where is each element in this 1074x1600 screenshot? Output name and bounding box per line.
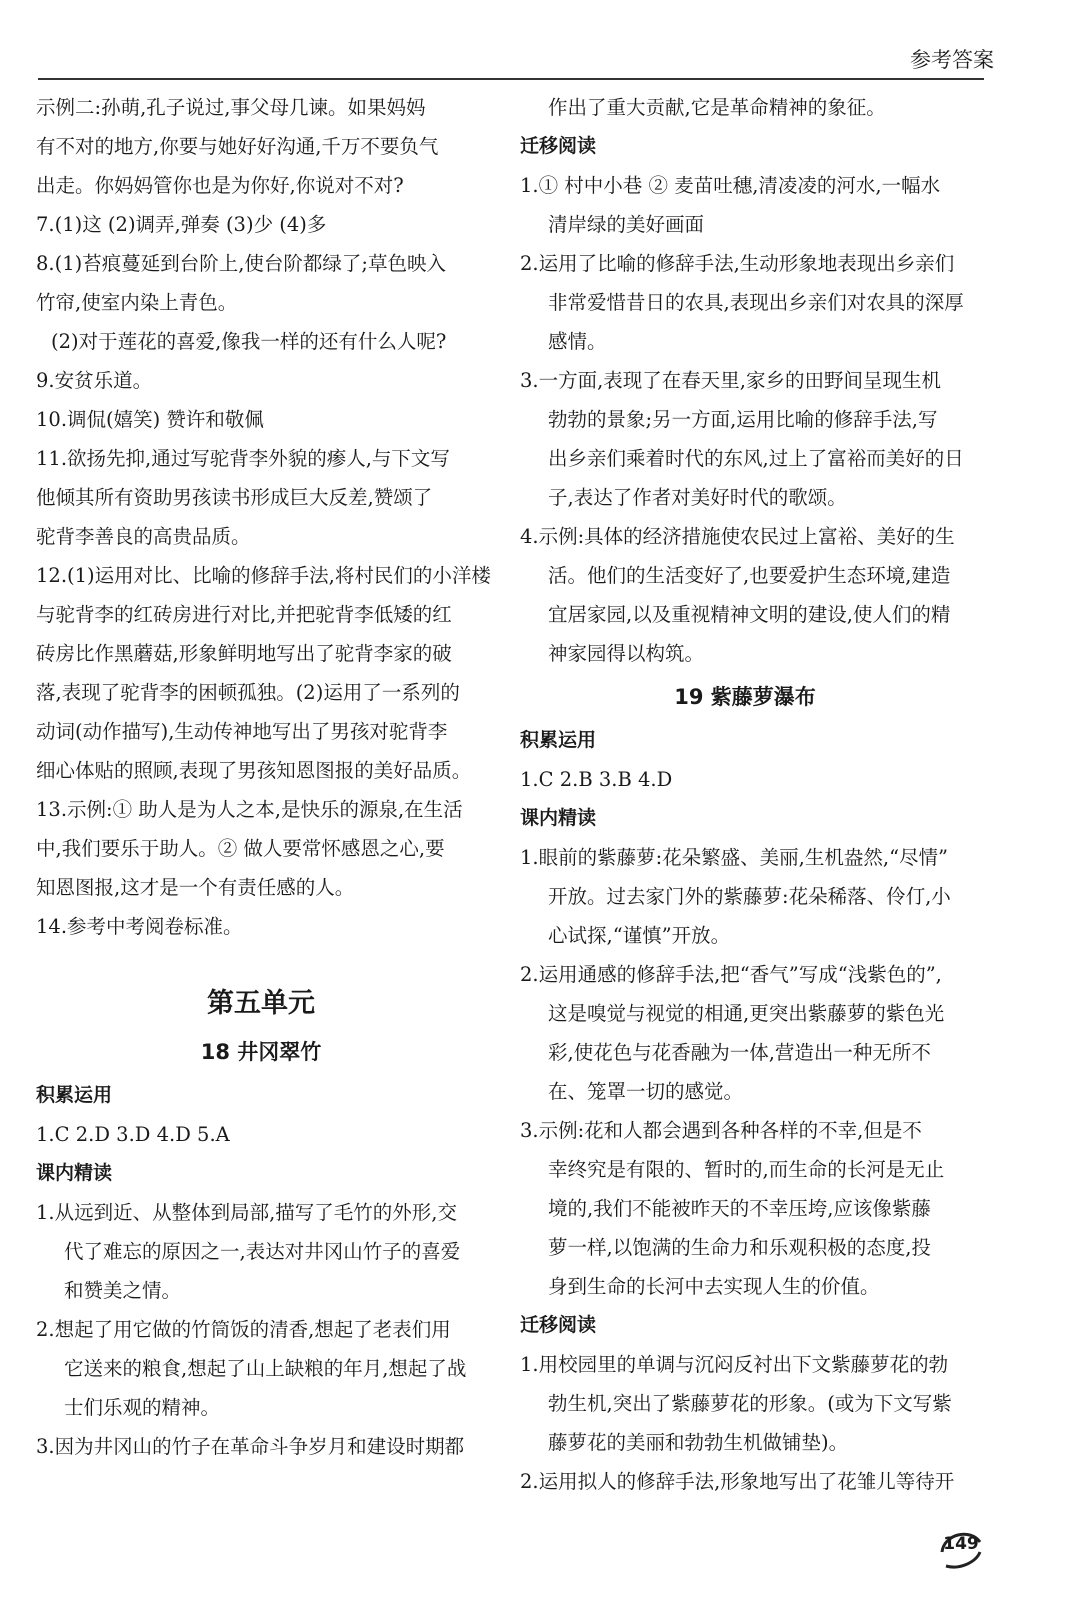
answer-line: 1.从远到近、从整体到局部,描写了毛竹的外形,交 (36, 1201, 458, 1224)
answer-line: 彩,使花色与花香融为一体,营造出一种无所不 (548, 1041, 931, 1064)
answer-line: 3.一方面,表现了在春天里,家乡的田野间呈现生机 (520, 369, 942, 392)
section-heading: 积累运用 (36, 1084, 113, 1106)
answer-line: 作出了重大贡献,它是革命精神的象征。 (548, 96, 886, 119)
answer-line: 幸终究是有限的、暂时的,而生命的长河是无止 (548, 1158, 945, 1181)
answer-line: 1.眼前的紫藤萝:花朵繁盛、美丽,生机盎然,“尽情” (520, 846, 949, 869)
answer-line: 11.欲扬先抑,通过写驼背李外貌的瘆人,与下文写 (36, 447, 450, 470)
answer-line: 10.调侃(嬉笑) 赞许和敬佩 (36, 408, 264, 431)
answer-line: 1.① 村中小巷 ② 麦苗吐穗,清凌凌的河水,一幅水 (520, 174, 941, 197)
spacer (36, 946, 486, 960)
answer-line: 9.安贫乐道。 (36, 369, 153, 392)
section-heading: 课内精读 (36, 1162, 113, 1184)
answer-line: 它送来的粮食,想起了山上缺粮的年月,想起了战 (64, 1357, 467, 1380)
answer-line: 1.用校园里的单调与沉闷反衬出下文紫藤萝花的勃 (520, 1353, 949, 1376)
page-number-badge (936, 1522, 986, 1572)
answer-line: 代了难忘的原因之一,表达对井冈山竹子的喜爱 (64, 1240, 461, 1263)
section-heading: 积累运用 (520, 729, 597, 751)
answer-line: 他倾其所有资助男孩读书形成巨大反差,赞颂了 (36, 486, 433, 509)
answer-line: 出乡亲们乘着时代的东风,过上了富裕而美好的日 (548, 447, 964, 470)
answer-line: 7.(1)这 (2)调弄,弹奏 (3)少 (4)多 (36, 213, 327, 236)
section-heading: 迁移阅读 (520, 135, 597, 157)
answer-line: 1.C 2.D 3.D 4.D 5.A (36, 1123, 230, 1146)
answer-line: 境的,我们不能被昨天的不幸压垮,应该像紫藤 (548, 1197, 931, 1220)
answer-line: 非常爱惜昔日的农具,表现出乡亲们对农具的深厚 (548, 291, 964, 314)
answer-line: 神家园得以构筑。 (548, 642, 705, 665)
answer-line: 子,表达了作者对美好时代的歌颂。 (548, 486, 847, 509)
unit-title: 第五单元 (207, 988, 315, 1019)
answer-line: 萝一样,以饱满的生命力和乐观积极的态度,投 (548, 1236, 931, 1259)
answer-line: 感情。 (548, 330, 607, 353)
left-column (36, 88, 491, 1466)
answer-line: 13.示例:① 助人是为人之本,是快乐的源泉,在生活 (36, 798, 463, 821)
answer-line: 这是嗅觉与视觉的相通,更突出紫藤萝的紫色光 (548, 1002, 945, 1025)
answer-line: 示例二:孙萌,孔子说过,事父母几谏。如果妈妈 (36, 96, 426, 119)
answer-line: 和赞美之情。 (64, 1279, 182, 1302)
section-heading: 迁移阅读 (520, 1314, 597, 1336)
section-heading: 课内精读 (520, 807, 597, 829)
answer-line: 细心体贴的照顾,表现了男孩知恩图报的美好品质。 (36, 759, 472, 782)
answer-line: 中,我们要乐于助人。② 做人要常怀感恩之心,要 (36, 837, 445, 860)
answer-line: 2.运用了比喻的修辞手法,生动形象地表现出乡亲们 (520, 252, 955, 275)
answer-line: (2)对于莲花的喜爱,像我一样的还有什么人呢? (51, 330, 447, 353)
answer-line: 出走。你妈妈管你也是为你好,你说对不对? (36, 174, 404, 197)
answer-line: 藤萝花的美丽和勃勃生机做铺垫)。 (548, 1431, 849, 1454)
answer-line: 落,表现了驼背李的困顿孤独。(2)运用了一系列的 (36, 681, 460, 704)
answer-line: 心试探,“谨慎”开放。 (548, 924, 731, 947)
answer-line: 砖房比作黑蘑菇,形象鲜明地写出了驼背李家的破 (36, 642, 452, 665)
answer-line: 在、笼罩一切的感觉。 (548, 1080, 744, 1103)
answer-line: 2.想起了用它做的竹筒饭的清香,想起了老表们用 (36, 1318, 451, 1341)
answer-line: 知恩图报,这才是一个有责任感的人。 (36, 876, 355, 899)
answer-line: 12.(1)运用对比、比喻的修辞手法,将村民们的小洋楼 (36, 564, 491, 587)
answer-line: 活。他们的生活变好了,也要爱护生态环境,建造 (548, 564, 951, 587)
answer-line: 竹帘,使室内染上青色。 (36, 291, 238, 314)
answer-line: 驼背李善良的高贵品质。 (36, 525, 251, 548)
answer-line: 有不对的地方,你要与她好好沟通,千万不要负气 (36, 135, 439, 158)
answer-line: 动词(动作描写),生动传神地写出了男孩对驼背李 (36, 720, 448, 743)
answer-line: 开放。过去家门外的紫藤萝:花朵稀落、伶仃,小 (548, 885, 951, 908)
lesson-title: 19 紫藤萝瀑布 (674, 685, 816, 709)
answer-line: 8.(1)苔痕蔓延到台阶上,使台阶都绿了;草色映入 (36, 252, 446, 275)
page-header-title: 参考答案 (910, 48, 994, 72)
answer-line: 身到生命的长河中去实现人生的价值。 (548, 1275, 880, 1298)
answer-line: 与驼背李的红砖房进行对比,并把驼背李低矮的红 (36, 603, 452, 626)
answer-line: 清岸绿的美好画面 (548, 213, 705, 236)
answer-line: 勃勃的景象;另一方面,运用比喻的修辞手法,写 (548, 408, 938, 431)
answer-line: 14.参考中考阅卷标准。 (36, 915, 243, 938)
answer-line: 1.C 2.B 3.B 4.D (520, 768, 673, 791)
header-divider (38, 78, 984, 80)
answer-line: 2.运用拟人的修辞手法,形象地写出了花雏儿等待开 (520, 1470, 955, 1493)
lesson-title: 18 井冈翠竹 (200, 1040, 322, 1064)
answer-line: 3.示例:花和人都会遇到各种各样的不幸,但是不 (520, 1119, 922, 1142)
answer-line: 宜居家园,以及重视精神文明的建设,使人们的精 (548, 603, 951, 626)
answer-line: 2.运用通感的修辞手法,把“香气”写成“浅紫色的”, (520, 963, 942, 986)
page-number: 149 (943, 1534, 979, 1554)
answer-line: 士们乐观的精神。 (64, 1396, 221, 1419)
answer-line: 勃生机,突出了紫藤萝花的形象。(或为下文写紫 (548, 1392, 952, 1415)
answer-line: 4.示例:具体的经济措施使农民过上富裕、美好的生 (520, 525, 955, 548)
right-column (520, 88, 970, 1501)
answer-line: 3.因为井冈山的竹子在革命斗争岁月和建设时期都 (36, 1435, 465, 1458)
